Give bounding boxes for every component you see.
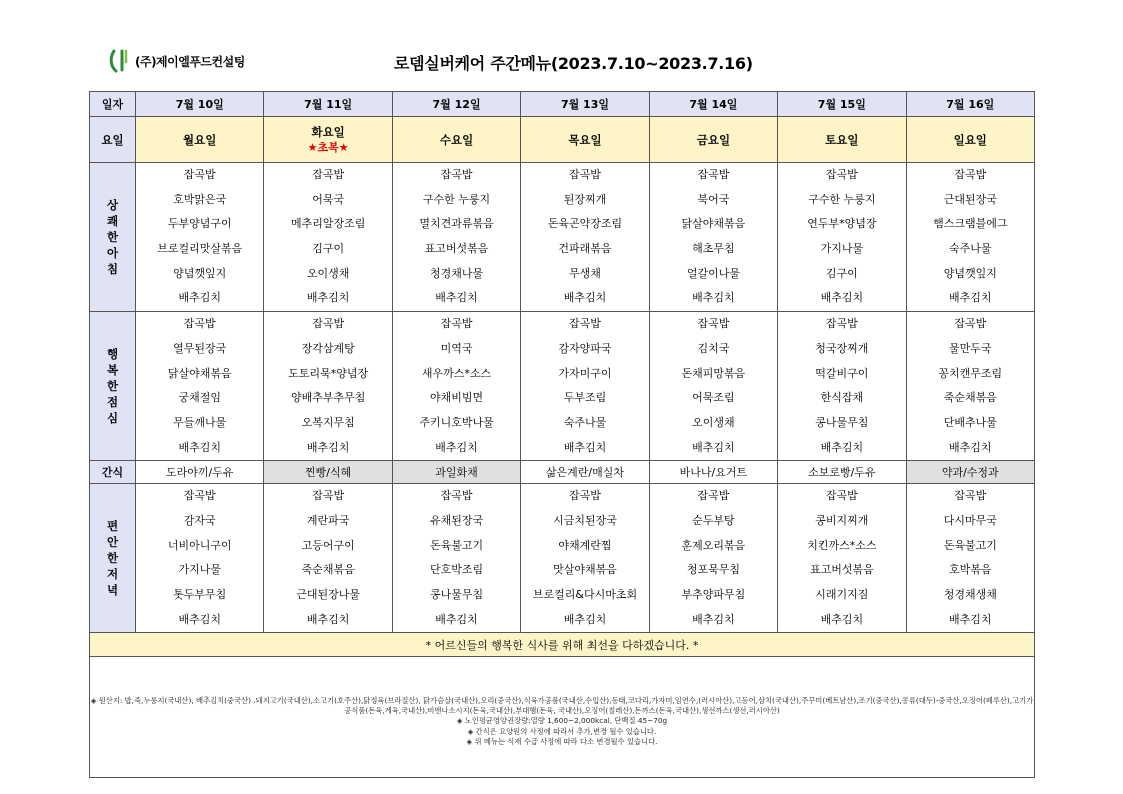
menu-item: 배추김치 [692, 612, 735, 626]
weekday-text: 화요일 [311, 124, 345, 139]
date-cell: 7월 11일 [264, 92, 392, 117]
breakfast-label-char: 상 [106, 198, 119, 213]
dinner-day-cell [521, 484, 649, 633]
menu-item: 호박볶음 [949, 563, 992, 577]
weekday-text: 금요일 [696, 132, 731, 147]
lunch-day-cell [778, 312, 906, 461]
breakfast-label-char: 침 [106, 262, 119, 277]
date-cell: 7월 10일 [136, 92, 264, 117]
weekday-cell [649, 117, 777, 163]
menu-item: 부추양파무침 [681, 588, 746, 601]
snack-cell: 삶은계란/매실차 [521, 461, 649, 484]
lunch-day-cell [264, 312, 392, 461]
menu-item: 잡곡밥 [312, 317, 345, 331]
menu-item: 배추김치 [178, 612, 221, 626]
meal-row-breakfast [90, 163, 1035, 312]
date-cell: 7월 16일 [906, 92, 1034, 117]
menu-item: 새우까스*소스 [421, 366, 492, 380]
notice-row [90, 633, 1035, 657]
menu-item: 표고버섯볶음 [809, 563, 874, 577]
breakfast-label-char: 아 [106, 246, 119, 261]
menu-item: 순두부탕 [692, 513, 735, 527]
lunch-day-cell [906, 312, 1034, 461]
note-line: ◈ 위 메뉴는 식재 수급 사정에 따라 다소 변경될수 있습니다. [466, 736, 658, 746]
menu-item: 장각삼계탕 [301, 341, 355, 355]
breakfast-label [90, 163, 136, 312]
menu-item: 배추김치 [820, 291, 864, 305]
menu-item: 야채비빔면 [429, 391, 484, 405]
breakfast-day-cell [778, 163, 906, 312]
breakfast-day-cell [264, 163, 392, 312]
menu-item: 무생채 [569, 266, 601, 280]
menu-item: 잡곡밥 [954, 317, 987, 331]
lunch-label-char: 한 [106, 379, 119, 394]
menu-item: 배추김치 [949, 612, 992, 626]
menu-item: 치킨까스*소스 [807, 538, 877, 552]
menu-item: 해초무침 [692, 242, 735, 256]
menu-item: 배추김치 [692, 291, 735, 305]
menu-item: 햄스크램블에그 [933, 217, 1008, 231]
menu-item: 김구이 [312, 242, 345, 256]
date-cell: 7월 14일 [649, 92, 777, 117]
menu-item: 훈제오리볶음 [681, 538, 746, 552]
menu-item: 물만두국 [949, 341, 992, 355]
menu-item: 청경채나물 [429, 266, 484, 280]
menu-item: 근대된장나물 [296, 588, 361, 601]
menu-item: 숙주나물 [563, 415, 607, 429]
menu-item: 열무된장국 [173, 341, 227, 355]
notes-cell [90, 657, 1035, 778]
menu-item: 도토리묵*양념장 [288, 366, 369, 380]
breakfast-label-char: 쾌 [106, 214, 119, 229]
lunch-day-cell [649, 312, 777, 461]
menu-item: 배추김치 [178, 440, 221, 454]
menu-item: 브로컬리&다시마초회 [532, 588, 638, 601]
menu-item: 멸치견과류볶음 [419, 217, 494, 231]
breakfast-label-char: 한 [106, 230, 119, 245]
menu-item: 배추김치 [178, 291, 221, 305]
special-day-note: ★초복★ [307, 140, 349, 154]
snack-label: 간식 [90, 461, 136, 484]
weekday-cell [264, 117, 392, 163]
menu-item: 구수한 누룽지 [808, 192, 876, 206]
meal-row-lunch [90, 312, 1035, 461]
lunch-label-char: 행 [106, 347, 119, 362]
weekday-row [90, 117, 1035, 163]
menu-item: 오이생채 [692, 415, 735, 429]
menu-item: 너비아니구이 [167, 538, 232, 552]
menu-item: 배추김치 [306, 440, 350, 454]
dinner-day-cell [392, 484, 520, 633]
menu-item: 감자국 [183, 513, 216, 527]
breakfast-day-cell [906, 163, 1034, 312]
menu-item: 한식잡채 [820, 391, 864, 405]
menu-item: 청경채생채 [943, 588, 997, 601]
menu-item: 청포묵무침 [686, 563, 740, 577]
menu-item: 단배추나물 [943, 415, 997, 429]
company-logo-mark [107, 48, 131, 74]
lunch-day-cell [392, 312, 520, 461]
menu-item: 잡곡밥 [440, 317, 473, 331]
menu-item: 호박맑은국 [173, 192, 227, 206]
menu-item: 꽁치캔무조림 [938, 366, 1003, 380]
menu-item: 김구이 [825, 266, 858, 280]
note-line: ◈ 간식은 요양원의 사정에 따라서 추가,변경 될수 있습니다. [467, 726, 657, 736]
menu-item: 양념깻잎지 [943, 266, 997, 280]
snack-row [90, 461, 1035, 484]
menu-item: 닭살야채볶음 [167, 366, 232, 380]
dinner-day-cell [264, 484, 392, 633]
menu-item: 떡갈비구이 [815, 366, 869, 380]
dinner-label-char: 편 [106, 519, 119, 534]
menu-item: 배추김치 [306, 291, 350, 305]
page-header [0, 0, 1123, 90]
menu-item: 양념깻잎지 [173, 266, 227, 280]
menu-item: 콩나물무침 [815, 415, 869, 429]
breakfast-day-cell [136, 163, 264, 312]
menu-item: 두부양념구이 [167, 217, 232, 231]
menu-item: 다시마무국 [943, 513, 997, 527]
menu-item: 숙주나물 [949, 242, 992, 256]
note-line: ◈ 노인평균영양권장량:열량 1,600~2,000kcal, 단백질 45~70g [456, 716, 668, 726]
menu-item: 배추김치 [435, 612, 478, 626]
date-label: 일자 [90, 92, 136, 117]
breakfast-day-cell [649, 163, 777, 312]
menu-item: 오복지무침 [301, 415, 355, 429]
menu-item: 잡곡밥 [825, 168, 858, 181]
snack-cell: 과일화채 [392, 461, 520, 484]
menu-item: 무들깨나물 [173, 415, 227, 429]
dinner-label-char: 안 [106, 535, 119, 550]
menu-item: 잡곡밥 [697, 317, 730, 331]
menu-item: 배추김치 [306, 612, 350, 626]
menu-item: 궁채절임 [178, 391, 221, 405]
menu-item: 죽순채볶음 [943, 391, 997, 405]
menu-item: 잡곡밥 [183, 168, 216, 181]
snack-cell: 바나나/요거트 [649, 461, 777, 484]
menu-item: 잡곡밥 [440, 168, 473, 181]
menu-item: 양배추부추무침 [290, 391, 366, 405]
menu-item: 구수한 누룽지 [422, 192, 491, 206]
menu-item: 돈채피망볶음 [681, 366, 746, 380]
menu-item: 계란파국 [306, 513, 350, 527]
menu-item: 김치국 [697, 341, 730, 355]
date-cell: 7월 15일 [778, 92, 906, 117]
menu-item: 배추김치 [949, 440, 992, 454]
menu-item: 잡곡밥 [569, 489, 601, 503]
note-line: ◈ 원산지: 밥,죽,누룽지(국내산), 배추김치(중국산) .돼지고기(국내산),소고기(호주산),닭정육(브라질산), 닭가슴살(국내산),오리(중국산),식육가공품(국내산,수입산),동태,코다리,가자미,임연수,(러시아산),고등어,삼치(국내산),주꾸미(베트남산),조기(중국산),콩류(대두)-중국산,오징어(페루산),고기가공식품(돈육,계육,국내산),비엔나소시지(돈육,국내산),부대햄(돈육, 국내산),오징어(칠레산),돈까스(돈육,국내산),생선까스(생선,러시아산) [90, 695, 1034, 715]
menu-item: 가지나물 [178, 563, 221, 577]
dinner-label-char: 한 [106, 551, 119, 566]
menu-item: 배추김치 [949, 291, 992, 305]
menu-item: 배추김치 [563, 440, 607, 454]
dinner-day-cell [649, 484, 777, 633]
lunch-label-char: 복 [106, 363, 119, 378]
menu-item: 브로컬리맛살볶음 [157, 242, 243, 256]
menu-item: 배추김치 [820, 612, 864, 626]
menu-item: 북어국 [697, 192, 730, 206]
breakfast-day-cell [521, 163, 649, 312]
menu-item: 잡곡밥 [569, 168, 601, 181]
menu-item: 된장찌개 [563, 192, 607, 206]
menu-item: 연두부*양념장 [807, 217, 877, 231]
lunch-day-cell [521, 312, 649, 461]
lunch-day-cell [136, 312, 264, 461]
menu-item: 배추김치 [435, 291, 478, 305]
weekday-cell [521, 117, 649, 163]
menu-item: 어묵국 [312, 192, 345, 206]
menu-item: 맛살야채볶음 [553, 563, 617, 577]
notes-row [90, 657, 1035, 778]
menu-item: 주키니호박나물 [419, 415, 494, 429]
menu-item: 오이생채 [306, 266, 350, 280]
menu-item: 콩나물무침 [429, 588, 484, 601]
menu-item: 잡곡밥 [569, 317, 601, 331]
menu-item: 시금치된장국 [553, 513, 617, 527]
menu-item: 두부조림 [563, 391, 607, 405]
menu-item: 돈육불고기 [429, 538, 484, 552]
dinner-label-char: 저 [106, 567, 119, 582]
menu-item: 청국장찌개 [815, 341, 869, 355]
dinner-label-char: 녁 [106, 583, 119, 598]
menu-item: 잡곡밥 [697, 489, 730, 503]
menu-item: 배추김치 [563, 612, 607, 626]
menu-item: 잡곡밥 [312, 168, 345, 181]
menu-item: 단호박조림 [429, 563, 484, 577]
weekday-cell [136, 117, 264, 163]
menu-item: 잡곡밥 [440, 489, 473, 503]
weekday-text: 목요일 [568, 132, 602, 147]
menu-item: 잡곡밥 [697, 168, 730, 181]
menu-item: 닭살야채볶음 [681, 217, 746, 231]
menu-item: 톳두부무침 [173, 588, 227, 601]
breakfast-day-cell [392, 163, 520, 312]
date-row [90, 92, 1035, 117]
menu-item: 배추김치 [563, 291, 607, 305]
snack-cell: 도라야끼/두유 [136, 461, 264, 484]
company-name: (주)제이엘푸드컨설팅 [135, 54, 245, 69]
menu-item: 잡곡밥 [825, 317, 858, 331]
weekday-text: 수요일 [439, 132, 474, 147]
date-cell: 7월 12일 [392, 92, 520, 117]
menu-item: 가지나물 [820, 242, 864, 256]
weekday-cell [392, 117, 520, 163]
menu-item: 얼갈이나물 [686, 266, 740, 280]
menu-item: 유채된장국 [429, 513, 484, 527]
weekday-cell [778, 117, 906, 163]
weekday-text: 토요일 [825, 132, 859, 147]
company-logo [107, 48, 245, 74]
meal-row-dinner [90, 484, 1035, 633]
menu-item: 건파래볶음 [558, 242, 612, 256]
menu-item: 배추김치 [435, 440, 478, 454]
menu-item: 배추김치 [820, 440, 864, 454]
menu-item: 콩비지찌개 [815, 513, 869, 527]
menu-item: 야채계란찜 [558, 538, 612, 552]
dinner-day-cell [136, 484, 264, 633]
weekday-label: 요일 [90, 117, 136, 163]
menu-item: 잡곡밥 [183, 317, 216, 331]
menu-item: 잡곡밥 [954, 489, 987, 503]
dinner-day-cell [906, 484, 1034, 633]
page-title: 로뎀실버케어 주간메뉴(2023.7.10~2023.7.16) [394, 54, 753, 73]
lunch-label-char: 심 [106, 411, 119, 426]
dinner-day-cell [778, 484, 906, 633]
menu-item: 돈육불고기 [943, 538, 997, 552]
menu-item: 잡곡밥 [825, 489, 858, 503]
menu-item: 가자미구이 [558, 366, 612, 380]
date-cell: 7월 13일 [521, 92, 649, 117]
menu-item: 메추리알장조림 [290, 217, 366, 231]
menu-item: 표고버섯볶음 [424, 242, 489, 256]
lunch-label [90, 312, 136, 461]
lunch-label-char: 점 [106, 395, 119, 410]
menu-item: 배추김치 [692, 440, 735, 454]
menu-item: 시래기지짐 [815, 588, 869, 601]
menu-item: 잡곡밥 [954, 168, 987, 181]
snack-cell: 약과/수정과 [906, 461, 1034, 484]
menu-item: 어묵조림 [692, 391, 735, 405]
menu-item: 고등어구이 [301, 538, 355, 552]
weekday-text: 일요일 [953, 132, 987, 147]
snack-cell: 찐빵/식혜 [264, 461, 392, 484]
menu-item: 감자양파국 [558, 341, 612, 355]
weekly-menu-table [89, 91, 1035, 778]
dinner-label [90, 484, 136, 633]
menu-item: 근대된장국 [943, 192, 997, 206]
weekday-text: 월요일 [183, 132, 217, 147]
notes-spacer [90, 688, 1034, 696]
menu-item: 돈육곤약장조림 [547, 217, 623, 231]
weekday-cell [906, 117, 1034, 163]
menu-item: 잡곡밥 [312, 489, 345, 503]
menu-item: 잡곡밥 [183, 489, 216, 503]
menu-item: 미역국 [440, 341, 473, 355]
snack-cell: 소보로빵/두유 [778, 461, 906, 484]
notice-text: * 어르신들의 행복한 식사를 위해 최선을 다하겠습니다. * [90, 633, 1035, 657]
menu-item: 죽순채볶음 [301, 563, 355, 577]
